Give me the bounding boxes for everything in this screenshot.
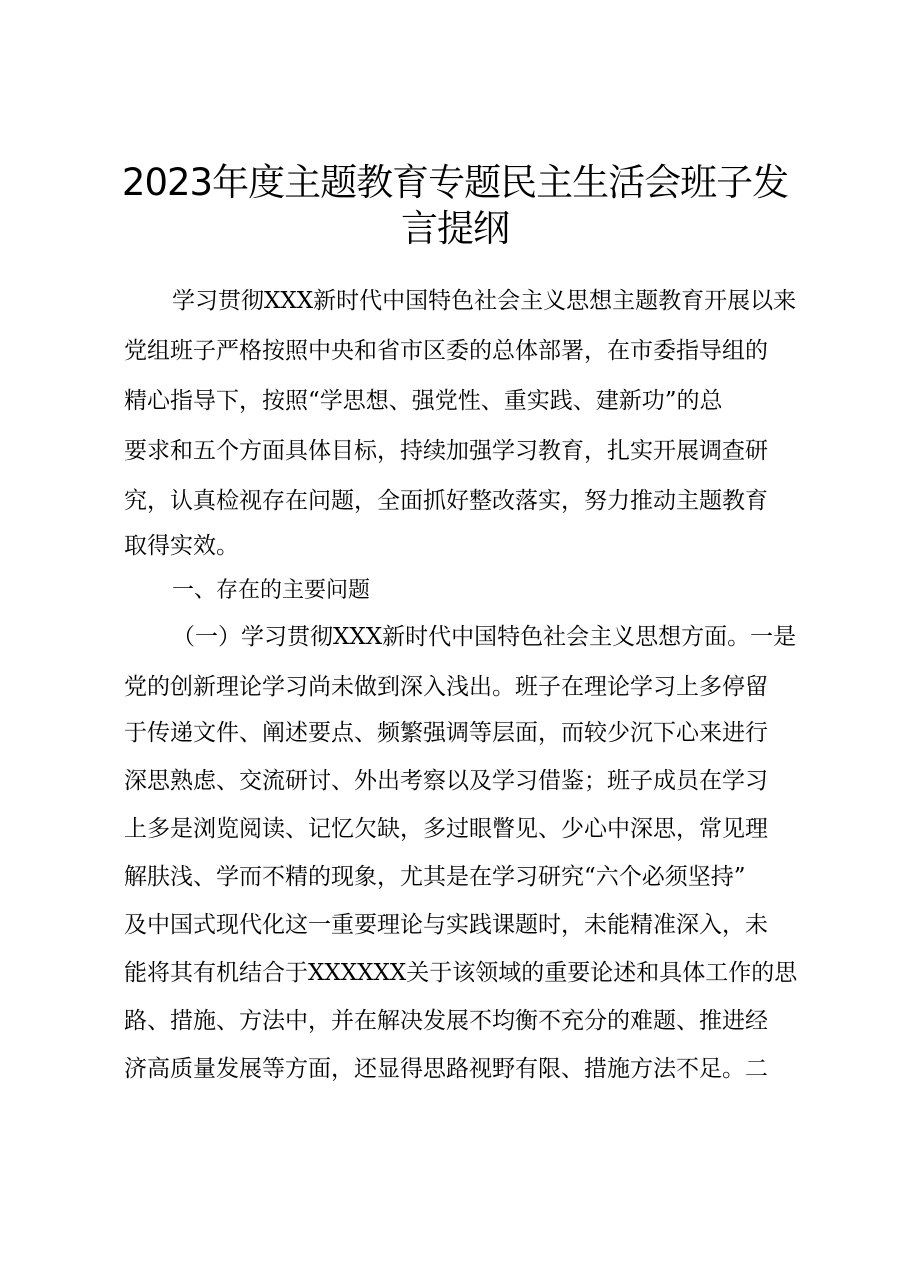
paragraph-line: 究，认真检视存在问题，全面抓好整改落实，努力推动主题教育 <box>124 488 768 514</box>
paragraph-line: 取得实效。 <box>124 533 239 559</box>
paragraph-line: 及中国式现代化这一重要理论与实践课题时，未能精准深入，未 <box>124 912 768 938</box>
paragraph-line: 路、措施、方法中，并在解决发展不均衡不充分的难题、推进经 <box>124 1008 768 1034</box>
section-heading: 一、存在的主要问题 <box>172 578 371 603</box>
document-title: 2023年度主题教育专题民主生活会班子发言提纲 <box>121 161 789 250</box>
paragraph-line: 上多是浏览阅读、记忆欠缺，多过眼瞥见、少心中深思，常见理 <box>124 816 768 842</box>
paragraph-line: 党的创新理论学习尚未做到深入浅出。班子在理论学习上多停留 <box>124 674 768 700</box>
paragraph-line: 深思熟虑、交流研讨、外出考察以及学习借鉴；班子成员在学习 <box>124 768 768 794</box>
paragraph-line: 要求和五个方面具体目标，持续加强学习教育，扎实开展调查研 <box>124 438 768 464</box>
paragraph-line: 党组班子严格按照中央和省市区委的总体部署，在市委指导组的 <box>124 338 768 364</box>
paragraph-line: 济高质量发展等方面，还显得思路视野有限、措施方法不足。二 <box>124 1056 768 1082</box>
paragraph-line: 能将其有机结合于XXXXXX关于该领域的重要论述和具体工作的思 <box>124 960 798 986</box>
paragraph-line: 解肤浅、学而不精的现象，尤其是在学习研究“六个必须坚持” <box>124 864 746 890</box>
paragraph-line: 精心指导下，按照“学思想、强党性、重实践、建新功”的总 <box>124 388 723 414</box>
paragraph-line: （一）学习贯彻XXX新时代中国特色社会主义思想方面。一是 <box>172 624 797 650</box>
paragraph-line: 学习贯彻XXX新时代中国特色社会主义思想主题教育开展以来 <box>172 288 797 314</box>
paragraph-line: 于传递文件、阐述要点、频繁强调等层面，而较少沉下心来进行 <box>124 720 768 746</box>
